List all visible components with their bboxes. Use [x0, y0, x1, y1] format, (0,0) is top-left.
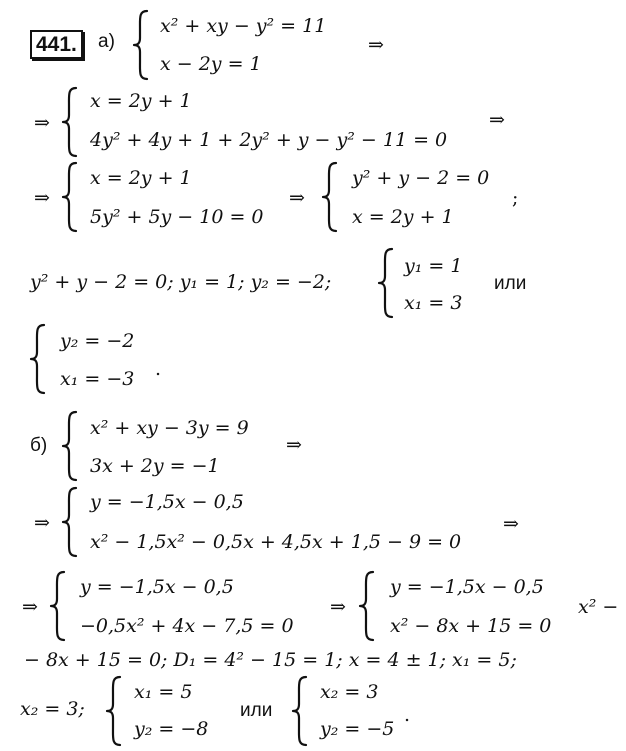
brace-icon — [104, 674, 124, 748]
equation: y = −1,5x − 0,5 — [90, 491, 244, 513]
implies-arrow: ⇒ — [330, 596, 346, 618]
brace-icon — [60, 409, 80, 483]
implies-arrow: ⇒ — [286, 434, 302, 456]
punctuation: ; — [512, 187, 519, 209]
part-b-label: б) — [30, 435, 48, 456]
solution: y₂ = −8 — [134, 718, 209, 740]
brace-icon — [357, 569, 377, 643]
solution: x₁ = 5 — [134, 681, 193, 703]
part-a-label: а) — [98, 31, 115, 52]
brace-icon — [290, 674, 310, 748]
equation: x = 2y + 1 — [90, 167, 192, 189]
equation: x − 2y = 1 — [160, 53, 262, 75]
equation: x = 2y + 1 — [352, 206, 454, 228]
solution: x₂ = 3; — [20, 698, 85, 720]
equation: x² + xy − y² = 11 — [160, 15, 327, 37]
implies-arrow: ⇒ — [34, 512, 50, 534]
implies-arrow: ⇒ — [34, 187, 50, 209]
brace-icon — [60, 85, 80, 159]
or-word: или — [240, 700, 273, 721]
equation: y = −1,5x − 0,5 — [390, 576, 544, 598]
or-word: или — [494, 273, 527, 294]
equation: x = 2y + 1 — [90, 90, 192, 112]
punctuation: . — [404, 704, 411, 726]
solution: x₂ = 3 — [320, 681, 379, 703]
solution: y₁ = 1 — [404, 255, 463, 277]
brace-icon — [376, 246, 396, 320]
brace-icon — [60, 485, 80, 559]
equation: 3x + 2y = −1 — [90, 455, 220, 477]
solution: x₁ = −3 — [60, 368, 135, 390]
equation: x² − — [578, 596, 619, 618]
equation: y² + y − 2 = 0 — [352, 167, 490, 189]
implies-arrow: ⇒ — [489, 109, 505, 131]
roots-line: y² + y − 2 = 0; y₁ = 1; y₂ = −2; — [30, 271, 332, 293]
solution: y₂ = −5 — [320, 718, 395, 740]
implies-arrow: ⇒ — [368, 34, 384, 56]
implies-arrow: ⇒ — [22, 596, 38, 618]
problem-number: 441. — [30, 30, 83, 59]
equation: x² − 8x + 15 = 0 — [390, 615, 552, 637]
implies-arrow: ⇒ — [289, 187, 305, 209]
equation: −0,5x² + 4x − 7,5 = 0 — [80, 615, 294, 637]
discriminant-line: − 8x + 15 = 0; D₁ = 4² − 15 = 1; x = 4 ± 1; x₁ = 5; — [24, 649, 517, 671]
implies-arrow: ⇒ — [34, 112, 50, 134]
brace-icon — [60, 160, 80, 234]
equation: y = −1,5x − 0,5 — [80, 576, 234, 598]
equation: 4y² + 4y + 1 + 2y² + y − y² − 11 = 0 — [90, 129, 448, 151]
punctuation: . — [155, 358, 162, 380]
brace-icon — [131, 8, 151, 82]
equation: 5y² + 5y − 10 = 0 — [90, 206, 264, 228]
solution: y₂ = −2 — [60, 330, 135, 352]
solution: x₁ = 3 — [404, 292, 463, 314]
brace-icon — [320, 160, 340, 234]
brace-icon — [48, 569, 68, 643]
implies-arrow: ⇒ — [503, 513, 519, 535]
equation: x² − 1,5x² − 0,5x + 4,5x + 1,5 − 9 = 0 — [90, 531, 462, 553]
brace-icon — [28, 322, 48, 396]
equation: x² + xy − 3y = 9 — [90, 417, 249, 439]
